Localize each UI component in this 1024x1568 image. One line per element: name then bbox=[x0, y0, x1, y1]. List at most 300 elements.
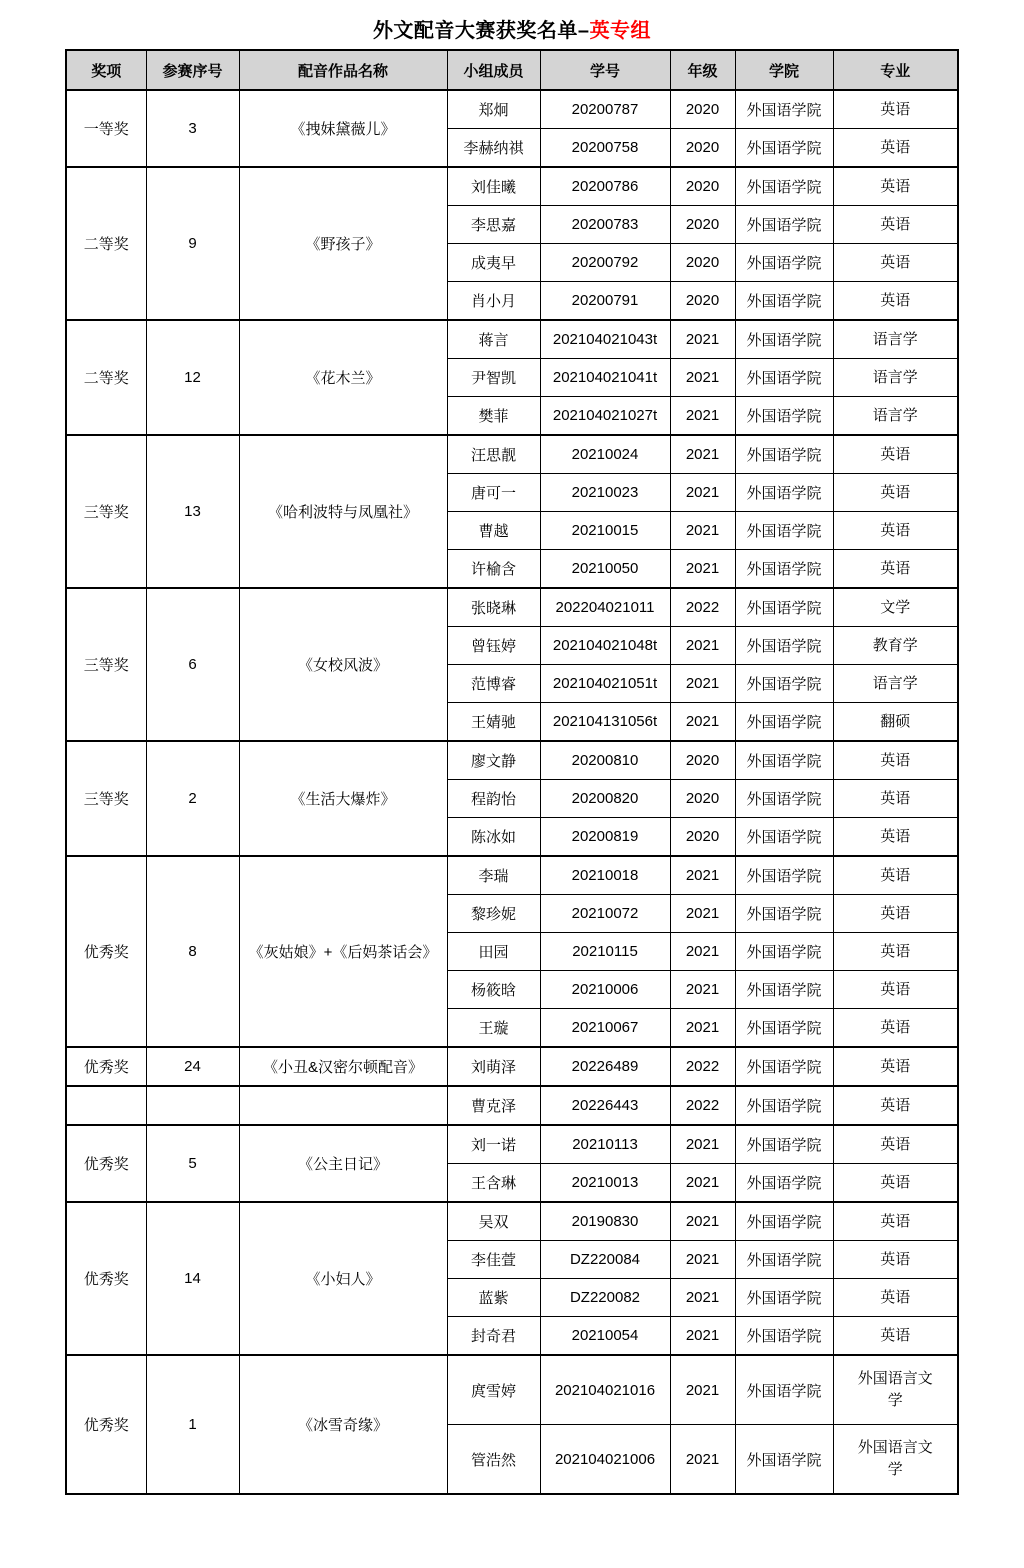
cell-work: 《冰雪奇缘》 bbox=[239, 1355, 447, 1494]
cell-major bbox=[833, 1009, 958, 1048]
cell-member-name bbox=[447, 1086, 540, 1125]
cell-grade-text: 2021 bbox=[685, 1327, 720, 1344]
cell-major-text: 英语 bbox=[880, 1212, 911, 1230]
cell-member-name bbox=[447, 933, 540, 971]
cell-college bbox=[735, 1355, 833, 1425]
cell-college bbox=[735, 282, 833, 321]
cell-grade-text: 2020 bbox=[685, 216, 720, 233]
cell-student-id bbox=[540, 1125, 670, 1164]
cell-work: 《生活大爆炸》 bbox=[239, 741, 447, 856]
cell-student-id-text: DZ220082 bbox=[569, 1289, 641, 1306]
cell-student-id bbox=[540, 1279, 670, 1317]
header-major: 专业 bbox=[833, 50, 958, 90]
cell-student-id bbox=[540, 627, 670, 665]
cell-grade bbox=[670, 703, 735, 742]
cell-major bbox=[833, 665, 958, 703]
cell-major-text: 英语 bbox=[880, 138, 911, 156]
cell-student-id bbox=[540, 1047, 670, 1086]
cell-college bbox=[735, 780, 833, 818]
cell-member-name bbox=[447, 167, 540, 206]
cell-grade-text: 2021 bbox=[685, 675, 720, 692]
cell-major-text: 英语 bbox=[880, 215, 911, 233]
cell-major bbox=[833, 1202, 958, 1241]
cell-grade-text: 2022 bbox=[685, 1058, 720, 1075]
cell-member-name bbox=[447, 1047, 540, 1086]
cell-student-id-text: 20200792 bbox=[571, 254, 639, 271]
cell-student-id-text: DZ220084 bbox=[569, 1251, 641, 1268]
cell-college-text: 外国语学院 bbox=[746, 1020, 822, 1037]
cell-major-text: 英语 bbox=[880, 177, 911, 195]
cell-member-name-text: 陈冰如 bbox=[470, 829, 516, 846]
cell-major bbox=[833, 397, 958, 436]
header-college: 学院 bbox=[735, 50, 833, 90]
cell-grade-text: 2021 bbox=[685, 981, 720, 998]
cell-work: 《小妇人》 bbox=[239, 1202, 447, 1355]
cell-college-text: 外国语学院 bbox=[746, 1059, 822, 1076]
cell-college-text: 外国语学院 bbox=[746, 1252, 822, 1269]
cell-student-id-text: 20226489 bbox=[571, 1058, 639, 1075]
cell-member-name-text: 曾钰婷 bbox=[470, 638, 516, 655]
cell-member-name-text: 庹雪婷 bbox=[470, 1382, 516, 1400]
cell-work: 《灰姑娘》+《后妈茶话会》 bbox=[239, 856, 447, 1047]
cell-grade bbox=[670, 1355, 735, 1425]
cell-major bbox=[833, 780, 958, 818]
cell-student-id-text: 20210024 bbox=[571, 446, 639, 463]
cell-major bbox=[833, 1425, 958, 1495]
cell-college-text: 外国语学院 bbox=[746, 791, 822, 808]
cell-major-text: 英语 bbox=[880, 1173, 911, 1191]
cell-grade bbox=[670, 129, 735, 168]
cell-college bbox=[735, 703, 833, 742]
cell-college bbox=[735, 856, 833, 895]
cell-college bbox=[735, 627, 833, 665]
cell-student-id-text: 202104021051t bbox=[552, 675, 658, 692]
cell-member-name-text: 范博睿 bbox=[470, 676, 516, 693]
cell-student-id bbox=[540, 856, 670, 895]
cell-grade bbox=[670, 971, 735, 1009]
cell-member-name-text: 曹克泽 bbox=[470, 1098, 516, 1115]
cell-grade-text: 2021 bbox=[685, 1381, 720, 1399]
cell-grade bbox=[670, 397, 735, 436]
cell-member-name bbox=[447, 1355, 540, 1425]
cell-major-text: 英语 bbox=[880, 1135, 911, 1153]
header-entry-no: 参赛序号 bbox=[146, 50, 239, 90]
cell-college bbox=[735, 206, 833, 244]
cell-member-name-text: 曹越 bbox=[478, 523, 509, 540]
cell-college-text: 外国语学院 bbox=[746, 829, 822, 846]
cell-major-text: 英语 bbox=[880, 253, 911, 271]
cell-student-id bbox=[540, 933, 670, 971]
cell-member-name bbox=[447, 397, 540, 436]
cell-award: 优秀奖 bbox=[66, 1355, 146, 1494]
cell-college bbox=[735, 167, 833, 206]
cell-major bbox=[833, 856, 958, 895]
cell-member-name-text: 吴双 bbox=[478, 1214, 509, 1231]
cell-grade-text: 2022 bbox=[685, 599, 720, 616]
cell-grade bbox=[670, 665, 735, 703]
cell-member-name-text: 刘一诺 bbox=[470, 1137, 516, 1154]
cell-major-text: 英语 bbox=[880, 445, 911, 463]
cell-member-name bbox=[447, 474, 540, 512]
cell-student-id bbox=[540, 550, 670, 589]
cell-college-text: 外国语学院 bbox=[746, 140, 822, 157]
cell-student-id bbox=[540, 588, 670, 627]
cell-student-id-text: 20210013 bbox=[571, 1174, 639, 1191]
cell-entry-no: 1 bbox=[146, 1355, 239, 1494]
cell-member-name-text: 刘萌泽 bbox=[470, 1059, 516, 1076]
cell-college-text: 外国语学院 bbox=[746, 753, 822, 770]
cell-major bbox=[833, 1241, 958, 1279]
cell-grade-text: 2021 bbox=[685, 1289, 720, 1306]
cell-member-name bbox=[447, 282, 540, 321]
cell-member-name-text: 蓝紫 bbox=[478, 1290, 509, 1307]
cell-grade-text: 2020 bbox=[685, 292, 720, 309]
cell-college-text: 外国语学院 bbox=[746, 1214, 822, 1231]
cell-member-name bbox=[447, 856, 540, 895]
cell-member-name bbox=[447, 359, 540, 397]
cell-student-id-text: 20226443 bbox=[571, 1097, 639, 1114]
cell-grade-text: 2021 bbox=[685, 369, 720, 386]
cell-member-name bbox=[447, 1009, 540, 1048]
cell-member-name bbox=[447, 1317, 540, 1356]
cell-award: 优秀奖 bbox=[66, 1202, 146, 1355]
cell-entry-no: 8 bbox=[146, 856, 239, 1047]
cell-major-text: 英语 bbox=[880, 483, 911, 501]
cell-member-name bbox=[447, 703, 540, 742]
cell-student-id bbox=[540, 1241, 670, 1279]
cell-college-text: 外国语学院 bbox=[746, 370, 822, 387]
cell-member-name-text: 管浩然 bbox=[470, 1451, 516, 1469]
cell-student-id bbox=[540, 1009, 670, 1048]
cell-major bbox=[833, 129, 958, 168]
table-row bbox=[66, 856, 958, 895]
cell-major-text: 英语 bbox=[880, 521, 911, 539]
cell-college-text: 外国语学院 bbox=[746, 676, 822, 693]
awards-table bbox=[65, 49, 959, 1495]
cell-member-name bbox=[447, 206, 540, 244]
cell-grade bbox=[670, 1086, 735, 1125]
cell-grade-text: 2021 bbox=[685, 943, 720, 960]
cell-grade bbox=[670, 1125, 735, 1164]
cell-college bbox=[735, 588, 833, 627]
cell-member-name bbox=[447, 435, 540, 474]
cell-grade-text: 2021 bbox=[685, 1213, 720, 1230]
cell-college bbox=[735, 435, 833, 474]
cell-member-name-text: 程韵怡 bbox=[470, 791, 516, 808]
cell-member-name-text: 樊菲 bbox=[478, 408, 509, 425]
cell-grade bbox=[670, 627, 735, 665]
cell-member-name-text: 李赫纳祺 bbox=[463, 140, 524, 157]
cell-member-name-text: 杨筱晗 bbox=[470, 982, 516, 999]
cell-college bbox=[735, 359, 833, 397]
cell-major-text: 英语 bbox=[880, 1250, 911, 1268]
table-body bbox=[66, 90, 958, 1494]
cell-student-id bbox=[540, 512, 670, 550]
cell-grade-text: 2020 bbox=[685, 254, 720, 271]
cell-student-id bbox=[540, 1202, 670, 1241]
cell-work: 《花木兰》 bbox=[239, 320, 447, 435]
cell-college-text: 外国语学院 bbox=[746, 638, 822, 655]
cell-member-name-text: 刘佳曦 bbox=[470, 179, 516, 196]
cell-major bbox=[833, 435, 958, 474]
cell-grade-text: 2021 bbox=[685, 637, 720, 654]
cell-grade bbox=[670, 780, 735, 818]
cell-college-text: 外国语学院 bbox=[746, 561, 822, 578]
cell-work: 《小丑&汉密尔顿配音》 bbox=[239, 1047, 447, 1086]
cell-member-name bbox=[447, 90, 540, 129]
cell-student-id bbox=[540, 1425, 670, 1495]
cell-major bbox=[833, 90, 958, 129]
cell-student-id-text: 20210006 bbox=[571, 981, 639, 998]
cell-major-text: 英语 bbox=[880, 1096, 911, 1114]
cell-college-text: 外国语学院 bbox=[746, 332, 822, 349]
cell-work bbox=[239, 1086, 447, 1125]
cell-major-text: 英语 bbox=[880, 942, 911, 960]
cell-college bbox=[735, 971, 833, 1009]
cell-award bbox=[66, 1086, 146, 1125]
cell-grade bbox=[670, 1009, 735, 1048]
cell-college bbox=[735, 90, 833, 129]
cell-member-name-text: 肖小月 bbox=[470, 293, 516, 310]
cell-student-id bbox=[540, 474, 670, 512]
cell-grade-text: 2021 bbox=[685, 1450, 720, 1468]
cell-member-name-text: 张晓琳 bbox=[470, 600, 516, 617]
cell-major-text: 英语 bbox=[880, 789, 911, 807]
cell-member-name bbox=[447, 741, 540, 780]
cell-college bbox=[735, 895, 833, 933]
cell-grade bbox=[670, 90, 735, 129]
cell-major bbox=[833, 1317, 958, 1356]
cell-student-id-text: 20200791 bbox=[571, 292, 639, 309]
cell-entry-no: 12 bbox=[146, 320, 239, 435]
cell-college-text: 外国语学院 bbox=[746, 447, 822, 464]
cell-member-name bbox=[447, 818, 540, 857]
cell-major-text: 外国语言文学 bbox=[857, 1439, 933, 1478]
cell-student-id-text: 20200758 bbox=[571, 139, 639, 156]
cell-grade-text: 2021 bbox=[685, 484, 720, 501]
cell-student-id bbox=[540, 1086, 670, 1125]
cell-student-id bbox=[540, 129, 670, 168]
cell-student-id-text: 20200820 bbox=[571, 790, 639, 807]
cell-major-text: 英语 bbox=[880, 100, 911, 118]
cell-student-id bbox=[540, 703, 670, 742]
cell-major-text: 语言学 bbox=[872, 406, 918, 424]
cell-student-id-text: 20210113 bbox=[572, 1136, 638, 1153]
cell-major bbox=[833, 282, 958, 321]
cell-student-id bbox=[540, 320, 670, 359]
cell-grade-text: 2021 bbox=[685, 905, 720, 922]
cell-student-id bbox=[540, 244, 670, 282]
cell-entry-no: 13 bbox=[146, 435, 239, 588]
cell-major bbox=[833, 1355, 958, 1425]
cell-grade bbox=[670, 359, 735, 397]
cell-grade bbox=[670, 895, 735, 933]
cell-major bbox=[833, 320, 958, 359]
cell-grade-text: 2021 bbox=[685, 446, 720, 463]
cell-major bbox=[833, 1279, 958, 1317]
cell-grade bbox=[670, 206, 735, 244]
cell-member-name-text: 田园 bbox=[478, 944, 509, 961]
cell-grade bbox=[670, 741, 735, 780]
cell-student-id-text: 202104131056t bbox=[552, 713, 658, 730]
cell-major bbox=[833, 588, 958, 627]
cell-college bbox=[735, 1164, 833, 1203]
cell-major-text: 语言学 bbox=[872, 368, 918, 386]
cell-grade bbox=[670, 1202, 735, 1241]
table-row bbox=[66, 741, 958, 780]
cell-college-text: 外国语学院 bbox=[746, 293, 822, 310]
cell-member-name bbox=[447, 129, 540, 168]
table-row bbox=[66, 1202, 958, 1241]
cell-grade bbox=[670, 512, 735, 550]
cell-grade bbox=[670, 856, 735, 895]
cell-major bbox=[833, 1164, 958, 1203]
cell-student-id bbox=[540, 282, 670, 321]
cell-student-id-text: 20200819 bbox=[571, 828, 639, 845]
cell-award: 二等奖 bbox=[66, 167, 146, 320]
cell-major-text: 英语 bbox=[880, 291, 911, 309]
cell-college-text: 外国语学院 bbox=[746, 102, 822, 119]
cell-grade bbox=[670, 1425, 735, 1495]
cell-student-id bbox=[540, 435, 670, 474]
cell-student-id-text: 20190830 bbox=[571, 1213, 639, 1230]
cell-member-name-text: 蒋言 bbox=[478, 332, 509, 349]
table-row bbox=[66, 1355, 958, 1425]
cell-entry-no: 2 bbox=[146, 741, 239, 856]
header-award: 奖项 bbox=[66, 50, 146, 90]
cell-college bbox=[735, 818, 833, 857]
cell-college-text: 外国语学院 bbox=[746, 255, 822, 272]
cell-student-id bbox=[540, 90, 670, 129]
cell-student-id-text: 202104021041t bbox=[552, 369, 658, 386]
header-student-id: 学号 bbox=[540, 50, 670, 90]
cell-member-name-text: 成夷早 bbox=[470, 255, 516, 272]
cell-college bbox=[735, 1241, 833, 1279]
cell-grade-text: 2021 bbox=[685, 331, 720, 348]
cell-college-text: 外国语学院 bbox=[746, 179, 822, 196]
cell-college bbox=[735, 397, 833, 436]
cell-college-text: 外国语学院 bbox=[746, 1290, 822, 1307]
cell-student-id-text: 20200783 bbox=[571, 216, 639, 233]
cell-major bbox=[833, 818, 958, 857]
cell-college-text: 外国语学院 bbox=[746, 408, 822, 425]
cell-grade bbox=[670, 435, 735, 474]
cell-student-id-text: 20210018 bbox=[571, 867, 639, 884]
cell-college bbox=[735, 550, 833, 589]
cell-college-text: 外国语学院 bbox=[746, 523, 822, 540]
cell-student-id bbox=[540, 397, 670, 436]
cell-major bbox=[833, 550, 958, 589]
cell-member-name-text: 尹智凯 bbox=[470, 370, 516, 387]
cell-student-id-text: 20210015 bbox=[571, 522, 639, 539]
cell-grade bbox=[670, 320, 735, 359]
cell-major-text: 教育学 bbox=[872, 636, 918, 654]
cell-member-name bbox=[447, 1164, 540, 1203]
cell-college-text: 外国语学院 bbox=[746, 906, 822, 923]
table-row bbox=[66, 435, 958, 474]
cell-grade-text: 2020 bbox=[685, 828, 720, 845]
table-row bbox=[66, 320, 958, 359]
cell-student-id-text: 202104021027t bbox=[552, 407, 658, 424]
cell-grade-text: 2021 bbox=[685, 867, 720, 884]
cell-college bbox=[735, 1086, 833, 1125]
cell-grade-text: 2020 bbox=[685, 752, 720, 769]
cell-major-text: 语言学 bbox=[872, 330, 918, 348]
cell-grade-text: 2020 bbox=[685, 790, 720, 807]
cell-student-id bbox=[540, 1164, 670, 1203]
cell-major bbox=[833, 971, 958, 1009]
cell-grade-text: 2021 bbox=[685, 1251, 720, 1268]
table-row bbox=[66, 1047, 958, 1086]
cell-student-id-text: 202204021011 bbox=[555, 599, 655, 616]
cell-college bbox=[735, 1279, 833, 1317]
cell-work: 《哈利波特与凤凰社》 bbox=[239, 435, 447, 588]
cell-major bbox=[833, 1047, 958, 1086]
cell-student-id-text: 20200810 bbox=[571, 752, 639, 769]
cell-major bbox=[833, 933, 958, 971]
cell-student-id-text: 202104021048t bbox=[552, 637, 658, 654]
cell-member-name bbox=[447, 1202, 540, 1241]
cell-member-name-text: 唐可一 bbox=[470, 485, 516, 502]
cell-member-name-text: 廖文静 bbox=[470, 753, 516, 770]
cell-grade bbox=[670, 933, 735, 971]
cell-member-name bbox=[447, 1241, 540, 1279]
cell-major-text: 文学 bbox=[880, 598, 911, 616]
cell-college bbox=[735, 1202, 833, 1241]
cell-college bbox=[735, 1047, 833, 1086]
cell-member-name bbox=[447, 244, 540, 282]
cell-college bbox=[735, 741, 833, 780]
cell-student-id bbox=[540, 971, 670, 1009]
cell-major-text: 翻硕 bbox=[880, 712, 911, 730]
cell-student-id-text: 20210115 bbox=[572, 943, 638, 960]
cell-student-id bbox=[540, 818, 670, 857]
cell-college bbox=[735, 320, 833, 359]
cell-grade bbox=[670, 818, 735, 857]
cell-student-id bbox=[540, 780, 670, 818]
cell-award: 优秀奖 bbox=[66, 856, 146, 1047]
cell-student-id bbox=[540, 665, 670, 703]
cell-college bbox=[735, 129, 833, 168]
cell-grade-text: 2020 bbox=[685, 101, 720, 118]
cell-work: 《女校风波》 bbox=[239, 588, 447, 741]
cell-college bbox=[735, 474, 833, 512]
page-title bbox=[0, 0, 1024, 43]
page-title-main: 外文配音大赛获奖名单– bbox=[372, 20, 590, 42]
cell-award: 三等奖 bbox=[66, 435, 146, 588]
cell-member-name-text: 王含琳 bbox=[470, 1175, 516, 1192]
table-row bbox=[66, 588, 958, 627]
cell-member-name bbox=[447, 1279, 540, 1317]
cell-major-text: 英语 bbox=[880, 980, 911, 998]
cell-student-id-text: 202104021016 bbox=[554, 1381, 656, 1399]
cell-grade bbox=[670, 1279, 735, 1317]
cell-college-text: 外国语学院 bbox=[746, 944, 822, 961]
cell-major bbox=[833, 627, 958, 665]
cell-member-name-text: 郑炯 bbox=[478, 102, 509, 119]
cell-member-name-text: 王璇 bbox=[478, 1020, 509, 1037]
cell-college bbox=[735, 1009, 833, 1048]
cell-member-name bbox=[447, 895, 540, 933]
cell-major bbox=[833, 895, 958, 933]
cell-student-id-text: 20210050 bbox=[571, 560, 639, 577]
cell-member-name bbox=[447, 1125, 540, 1164]
cell-grade-text: 2020 bbox=[685, 139, 720, 156]
cell-major-text: 英语 bbox=[880, 1057, 911, 1075]
cell-grade bbox=[670, 244, 735, 282]
cell-grade bbox=[670, 167, 735, 206]
cell-college bbox=[735, 1317, 833, 1356]
